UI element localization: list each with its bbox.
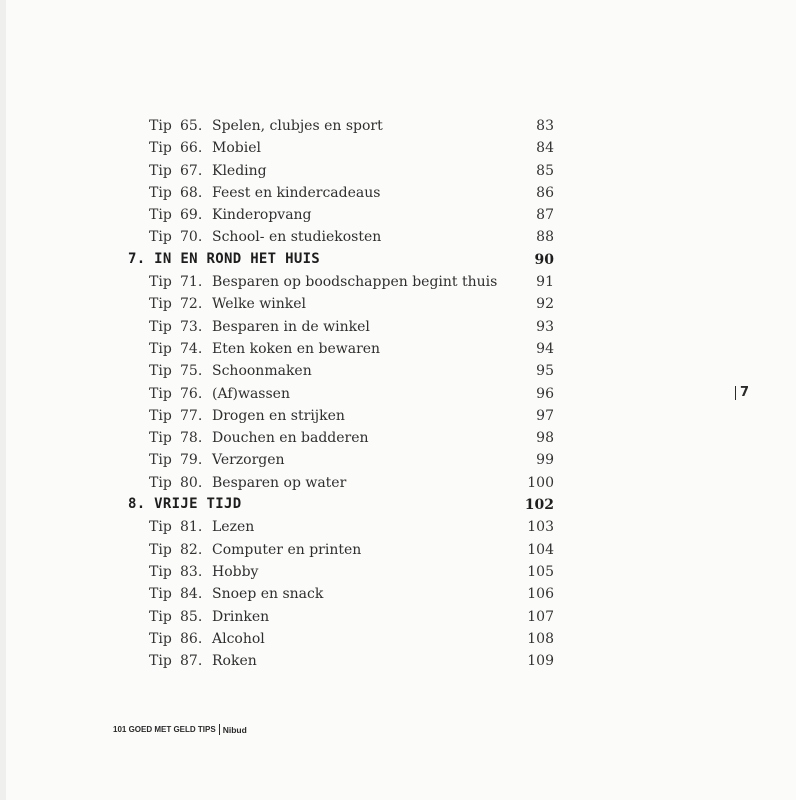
tip-title: Schoonmaken	[212, 363, 312, 380]
tip-title: Feest en kindercadeaus	[212, 184, 381, 201]
tip-title: Computer en printen	[212, 541, 362, 558]
tip-number: 75.	[180, 363, 203, 380]
tip-title: Douchen en badderen	[212, 430, 369, 447]
tip-number: 73.	[180, 318, 203, 335]
tip-title: Lezen	[212, 519, 255, 536]
toc-entry	[0, 293, 796, 315]
toc-entry	[0, 449, 796, 471]
tip-word: Tip	[149, 229, 172, 246]
toc-entry	[0, 583, 796, 605]
tip-title: (Af)wassen	[212, 385, 290, 402]
page-number: 109	[527, 653, 554, 670]
page-number: 87	[536, 207, 554, 224]
toc-entry	[0, 628, 796, 650]
tip-word: Tip	[149, 140, 172, 157]
page-number: 104	[527, 541, 554, 558]
tip-number: 82.	[180, 541, 203, 558]
toc-entry	[0, 271, 796, 293]
tip-title: Kleding	[212, 162, 267, 179]
tip-word: Tip	[149, 430, 172, 447]
tip-number: 81.	[180, 519, 203, 536]
chapter-heading: 8. VRIJE TIJD	[128, 496, 242, 513]
tip-word: Tip	[149, 653, 172, 670]
tip-title: Hobby	[212, 563, 259, 580]
page-number: 92	[536, 296, 554, 313]
tip-word: Tip	[149, 162, 172, 179]
tip-title: Besparen op boodschappen begint thuis	[212, 274, 498, 291]
tip-title: Besparen in de winkel	[212, 318, 370, 335]
tip-title: Mobiel	[212, 140, 261, 157]
toc-entry	[0, 360, 796, 382]
page-number: 102	[524, 497, 554, 514]
page-number: 103	[527, 519, 554, 536]
page-number: 98	[536, 430, 554, 447]
tip-number: 84.	[180, 586, 203, 603]
page-number: 95	[536, 363, 554, 380]
tip-number: 83.	[180, 563, 203, 580]
tip-word: Tip	[149, 586, 172, 603]
page-number: 93	[536, 318, 554, 335]
book-title: 101 GOED MET GELD TIPS	[113, 725, 216, 734]
tip-title: Eten koken en bewaren	[212, 340, 381, 357]
toc-entry	[0, 338, 796, 360]
page-number: 85	[536, 162, 554, 179]
tip-title: Roken	[212, 653, 257, 670]
tip-number: 87.	[180, 653, 203, 670]
page-number: 107	[527, 608, 554, 625]
page-number: 86	[536, 184, 554, 201]
tip-title: Drinken	[212, 608, 270, 625]
tip-title: Alcohol	[212, 630, 265, 647]
tip-word: Tip	[149, 363, 172, 380]
tip-word: Tip	[149, 340, 172, 357]
tip-number: 78.	[180, 430, 203, 447]
publisher-name: Nibud	[222, 724, 247, 735]
tip-word: Tip	[149, 118, 172, 134]
tip-word: Tip	[149, 274, 172, 291]
tip-number: 85.	[180, 608, 203, 625]
footer-divider	[219, 724, 220, 735]
tip-number: 70.	[180, 229, 203, 246]
page-number: 91	[536, 274, 554, 291]
tip-word: Tip	[149, 407, 172, 424]
tip-title: Drogen en strijken	[212, 407, 345, 424]
page-number: 108	[527, 630, 554, 647]
tip-number: 80.	[180, 474, 203, 491]
page-footer	[113, 724, 247, 735]
page-number: 88	[536, 229, 554, 246]
page-number: 106	[527, 586, 554, 603]
toc-entry	[0, 182, 796, 204]
toc-entry	[0, 405, 796, 427]
tip-number: 68.	[180, 184, 203, 201]
page-number: 94	[536, 340, 554, 357]
tip-number: 72.	[180, 296, 203, 313]
tip-title: Welke winkel	[212, 296, 306, 313]
chapter-heading-row	[0, 494, 796, 516]
tip-title: Verzorgen	[212, 452, 285, 469]
toc-entry	[0, 516, 796, 538]
tip-number: 86.	[180, 630, 203, 647]
chapter-heading: 7. IN EN ROND HET HUIS	[128, 250, 321, 267]
toc-entry	[0, 204, 796, 226]
toc-entry	[0, 115, 796, 137]
page-number: 96	[536, 385, 554, 402]
toc-entry	[0, 160, 796, 182]
tip-word: Tip	[149, 385, 172, 402]
tip-word: Tip	[149, 608, 172, 625]
tip-number: 76.	[180, 385, 203, 402]
tip-word: Tip	[149, 318, 172, 335]
tip-title: Besparen op water	[212, 474, 347, 491]
toc-entry	[0, 472, 796, 494]
toc-entry	[0, 606, 796, 628]
tip-word: Tip	[149, 519, 172, 536]
tip-number: 65.	[180, 118, 203, 134]
tip-title: Kinderopvang	[212, 207, 312, 224]
toc-entry	[0, 650, 796, 672]
tip-title: School- en studiekosten	[212, 229, 382, 246]
tip-word: Tip	[149, 563, 172, 580]
toc-entry	[0, 561, 796, 583]
tip-word: Tip	[149, 474, 172, 491]
table-of-contents	[0, 115, 796, 672]
toc-entry	[0, 137, 796, 159]
tip-number: 77.	[180, 407, 203, 424]
page-number: 84	[536, 140, 554, 157]
tip-number: 74.	[180, 340, 203, 357]
toc-entry	[0, 539, 796, 561]
page-number: 97	[536, 407, 554, 424]
page-number: 105	[527, 563, 554, 580]
page-number: 90	[534, 251, 554, 268]
tip-word: Tip	[149, 207, 172, 224]
tip-number: 69.	[180, 207, 203, 224]
tip-title: Snoep en snack	[212, 586, 324, 603]
tip-number: 66.	[180, 140, 203, 157]
tip-word: Tip	[149, 541, 172, 558]
tip-word: Tip	[149, 184, 172, 201]
tip-word: Tip	[149, 630, 172, 647]
tip-number: 79.	[180, 452, 203, 469]
page-number-marker: 7	[735, 386, 749, 400]
tip-word: Tip	[149, 296, 172, 313]
page-number: 100	[527, 474, 554, 491]
tip-number: 67.	[180, 162, 203, 179]
toc-entry	[0, 226, 796, 248]
toc-entry	[0, 427, 796, 449]
tip-word: Tip	[149, 452, 172, 469]
page-number: 83	[536, 118, 554, 134]
chapter-heading-row	[0, 249, 796, 271]
tip-title: Spelen, clubjes en sport	[212, 118, 383, 134]
page-number: 99	[536, 452, 554, 469]
toc-entry	[0, 316, 796, 338]
tip-number: 71.	[180, 274, 203, 291]
toc-entry	[0, 383, 796, 405]
